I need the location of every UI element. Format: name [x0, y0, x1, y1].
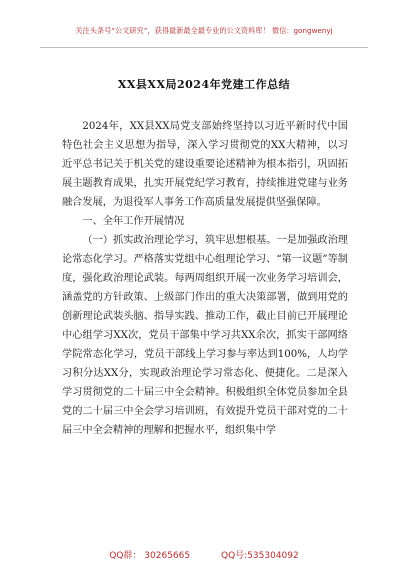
- footer-qq-group: QQ群： 30265665: [109, 551, 191, 561]
- header-notice: 关注头条号“公文研究”，获得最新最全最专业的公文资料库！ 微信：gongwenyj: [75, 26, 333, 35]
- header-divider: [40, 47, 368, 48]
- section-heading: 一、全年工作开展情况: [82, 216, 185, 227]
- intro-paragraph: 2024年，XX县XX局党支部始终坚持以习近平新时代中国特色社会主义思想为指导，深入学习贯彻党的XX大精神，以习近平总书记关于机关党的建设重要论述精神为根本指引，巩固拓展主题教育成果，扎实开展党纪学习教育，持续推进党建与业务融合发展，为退役军人事务工作高质量发展提供坚强保障。: [62, 121, 348, 208]
- footer-contacts: [0, 548, 408, 561]
- document-body: [62, 117, 348, 440]
- document-title: XX县XX局2024年党建工作总结: [117, 78, 291, 91]
- footer-qq-number: QQ号:535304092: [220, 551, 299, 561]
- body-paragraph: （一）抓实政治理论学习，筑牢思想根基。一是加强政治理论常态化学习。严格落实党组中心组理论学习、“第一议题”等制度，强化政治理论武装。每两周组织开展一次业务学习培训会，涵盖党的方针政策、上级部门作出的重大决策部署，做到用党的创新理论武装头脑、指导实践、推动工作，截止目前已开展理论中心组学习XX次，党员干部集中学习共XX余次，抓实干部网络学院常态化学习，党员干部线上学习参与率达到100%，人均学习积分达XX分，实现政治理论学习常态化、便捷化。二是深入学习贯彻党的二十届三中全会精神。积极组织全体党员参加全县党的二十届三中全会学习培训班，有效提升党员干部对党的二十届三中全会精神的理解和把握水平，组织集中学: [62, 235, 348, 436]
